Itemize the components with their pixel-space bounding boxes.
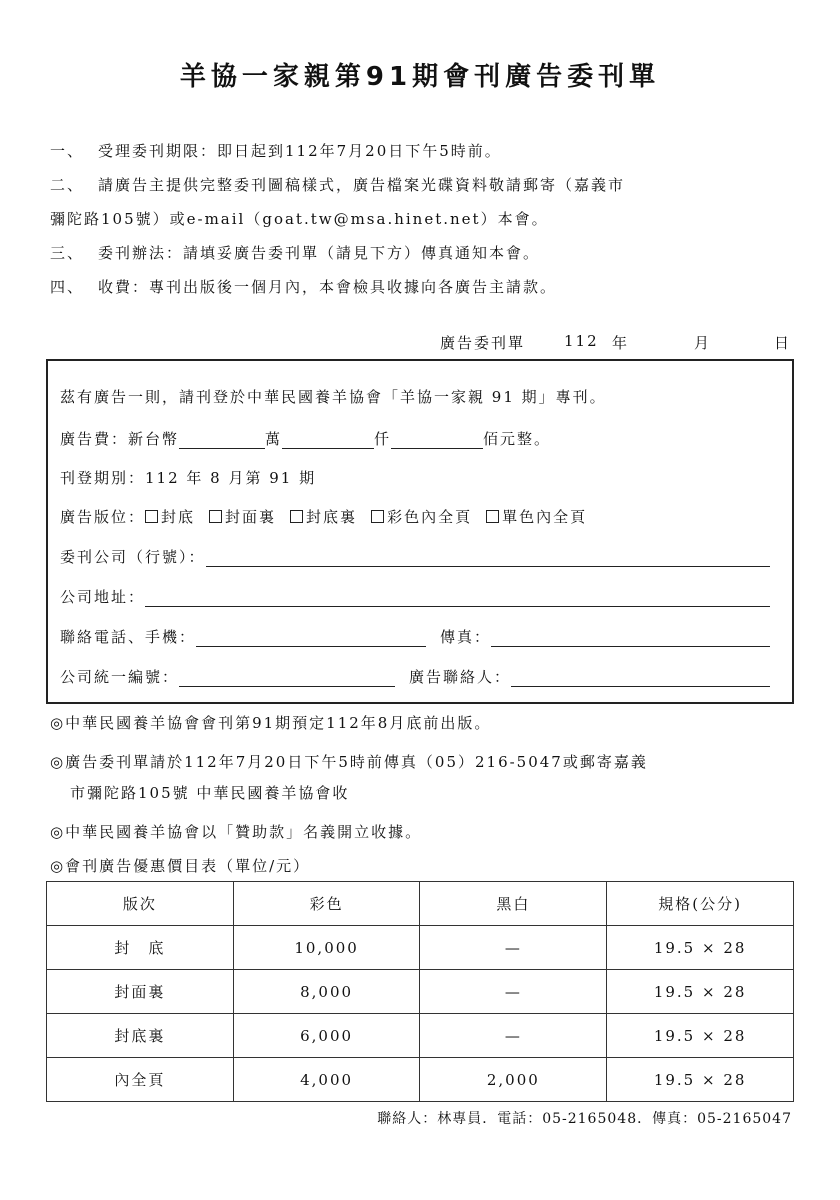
column-header: 黑白 bbox=[420, 882, 607, 926]
fee-label: 廣告費：新台幣 bbox=[60, 430, 180, 448]
phone-field[interactable] bbox=[196, 626, 426, 647]
price-table-caption: ◎會刊廣告優惠價目表（單位/元） bbox=[50, 857, 311, 875]
table-row bbox=[47, 1058, 794, 1102]
column-header: 規格(公分) bbox=[607, 882, 794, 926]
company-label: 委刊公司（行號）： bbox=[60, 548, 206, 566]
fee-unit-qian: 仟 bbox=[374, 430, 392, 448]
table-cell: 19.5 × 28 bbox=[607, 926, 794, 970]
position-option-inside-front[interactable]: 封面裏 bbox=[209, 506, 276, 527]
checkbox-icon[interactable] bbox=[290, 510, 303, 523]
remark-item: ◎廣告委刊單請於112年7月20日下午5時前傳真（05）216-5047或郵寄嘉義 bbox=[50, 753, 648, 771]
notice-item-continued bbox=[50, 208, 800, 242]
position-label: 廣告版位： bbox=[60, 508, 146, 526]
notice-number: 四、 bbox=[50, 278, 85, 296]
form-year-unit: 年 bbox=[612, 334, 630, 352]
fee-unit-wan: 萬 bbox=[265, 430, 283, 448]
table-cell: 2,000 bbox=[420, 1058, 607, 1102]
column-header: 版次 bbox=[47, 882, 234, 926]
company-field[interactable] bbox=[206, 546, 770, 567]
fee-qian-field[interactable] bbox=[282, 428, 374, 449]
table-cell: 10,000 bbox=[233, 926, 420, 970]
notice-text: 收費：專刊出版後一個月內，本會檢具收據向各廣告主請款。 bbox=[98, 278, 558, 296]
fee-row bbox=[60, 423, 770, 449]
table-row bbox=[47, 970, 794, 1014]
column-header: 彩色 bbox=[233, 882, 420, 926]
form-month-unit: 月 bbox=[694, 334, 712, 352]
remark-item-continued: 市彌陀路105號 中華民國養羊協會收 bbox=[70, 784, 350, 802]
table-cell: 封底裏 bbox=[47, 1014, 234, 1058]
notice-list bbox=[50, 140, 800, 310]
contact-field[interactable] bbox=[511, 666, 770, 687]
company-row bbox=[60, 541, 770, 567]
notice-text: 受理委刊期限：即日起到112年7月20日下午5時前。 bbox=[98, 142, 502, 160]
address-row bbox=[60, 581, 770, 607]
position-option-back-cover[interactable]: 封底 bbox=[145, 506, 195, 527]
table-cell: 封 底 bbox=[47, 926, 234, 970]
table-cell: — bbox=[420, 1014, 607, 1058]
checkbox-icon[interactable] bbox=[371, 510, 384, 523]
form-intro-row bbox=[60, 381, 770, 407]
table-cell: 內全頁 bbox=[47, 1058, 234, 1102]
form-date-label: 廣告委刊單 bbox=[440, 334, 526, 352]
notice-number: 三、 bbox=[50, 244, 85, 262]
fax-label: 傳真： bbox=[440, 628, 492, 646]
table-cell: — bbox=[420, 926, 607, 970]
notice-item bbox=[50, 276, 800, 310]
notice-number: 一、 bbox=[50, 142, 85, 160]
table-cell: 19.5 × 28 bbox=[607, 970, 794, 1014]
table-cell: 19.5 × 28 bbox=[607, 1014, 794, 1058]
address-label: 公司地址： bbox=[60, 588, 146, 606]
phone-label: 聯絡電話、手機： bbox=[60, 628, 197, 646]
issue-row bbox=[60, 462, 770, 488]
checkbox-icon[interactable] bbox=[486, 510, 499, 523]
price-table bbox=[46, 881, 794, 1102]
order-form bbox=[46, 359, 794, 704]
notice-text: 請廣告主提供完整委刊圖稿樣式，廣告檔案光碟資料敬請郵寄（嘉義市 bbox=[98, 176, 626, 194]
notice-item bbox=[50, 140, 800, 174]
contact-label: 廣告聯絡人： bbox=[409, 668, 512, 686]
table-cell: 19.5 × 28 bbox=[607, 1058, 794, 1102]
notice-number: 二、 bbox=[50, 176, 85, 194]
table-cell: 8,000 bbox=[233, 970, 420, 1014]
table-cell: 6,000 bbox=[233, 1014, 420, 1058]
fee-unit-bai: 佰元整。 bbox=[483, 430, 552, 448]
notice-text: 彌陀路105號）或e-mail（goat.tw@msa.hinet.net）本會。 bbox=[50, 210, 549, 228]
table-cell: 封面裏 bbox=[47, 970, 234, 1014]
notice-item bbox=[50, 242, 800, 276]
table-cell: 4,000 bbox=[233, 1058, 420, 1102]
table-row bbox=[47, 926, 794, 970]
checkbox-icon[interactable] bbox=[145, 510, 158, 523]
notice-text: 委刊辦法：請填妥廣告委刊單（請見下方）傳真通知本會。 bbox=[98, 244, 541, 262]
form-year: 112 bbox=[564, 332, 599, 350]
fee-wan-field[interactable] bbox=[179, 428, 265, 449]
checkbox-icon[interactable] bbox=[209, 510, 222, 523]
address-field[interactable] bbox=[145, 586, 770, 607]
taxid-contact-row bbox=[60, 661, 770, 687]
form-intro: 茲有廣告一則，請刊登於中華民國養羊協會「羊協一家親 91 期」專刊。 bbox=[60, 388, 607, 406]
fax-field[interactable] bbox=[491, 626, 770, 647]
position-row bbox=[60, 501, 770, 527]
fee-bai-field[interactable] bbox=[391, 428, 483, 449]
table-cell: — bbox=[420, 970, 607, 1014]
table-header-row bbox=[47, 882, 794, 926]
position-option-inside-back[interactable]: 封底裏 bbox=[290, 506, 357, 527]
tax-id-label: 公司統一編號： bbox=[60, 668, 180, 686]
remark-item: ◎中華民國養羊協會以「贊助款」名義開立收據。 bbox=[50, 823, 423, 841]
position-option-mono-page[interactable]: 單色內全頁 bbox=[486, 506, 587, 527]
form-day-unit: 日 bbox=[774, 334, 792, 352]
contact-footer: 聯絡人：林專員．電話：05-2165048．傳真：05-2165047 bbox=[377, 1111, 792, 1127]
notice-item bbox=[50, 174, 800, 208]
issue-text: 刊登期別：112 年 8 月第 91 期 bbox=[60, 469, 317, 487]
position-option-color-page[interactable]: 彩色內全頁 bbox=[371, 506, 472, 527]
remark-item: ◎中華民國養羊協會會刊第91期預定112年8月底前出版。 bbox=[50, 714, 492, 732]
tax-id-field[interactable] bbox=[179, 666, 395, 687]
phone-fax-row bbox=[60, 621, 770, 647]
page-title: 羊協一家親第91期會刊廣告委刊單 bbox=[179, 62, 661, 92]
table-row bbox=[47, 1014, 794, 1058]
